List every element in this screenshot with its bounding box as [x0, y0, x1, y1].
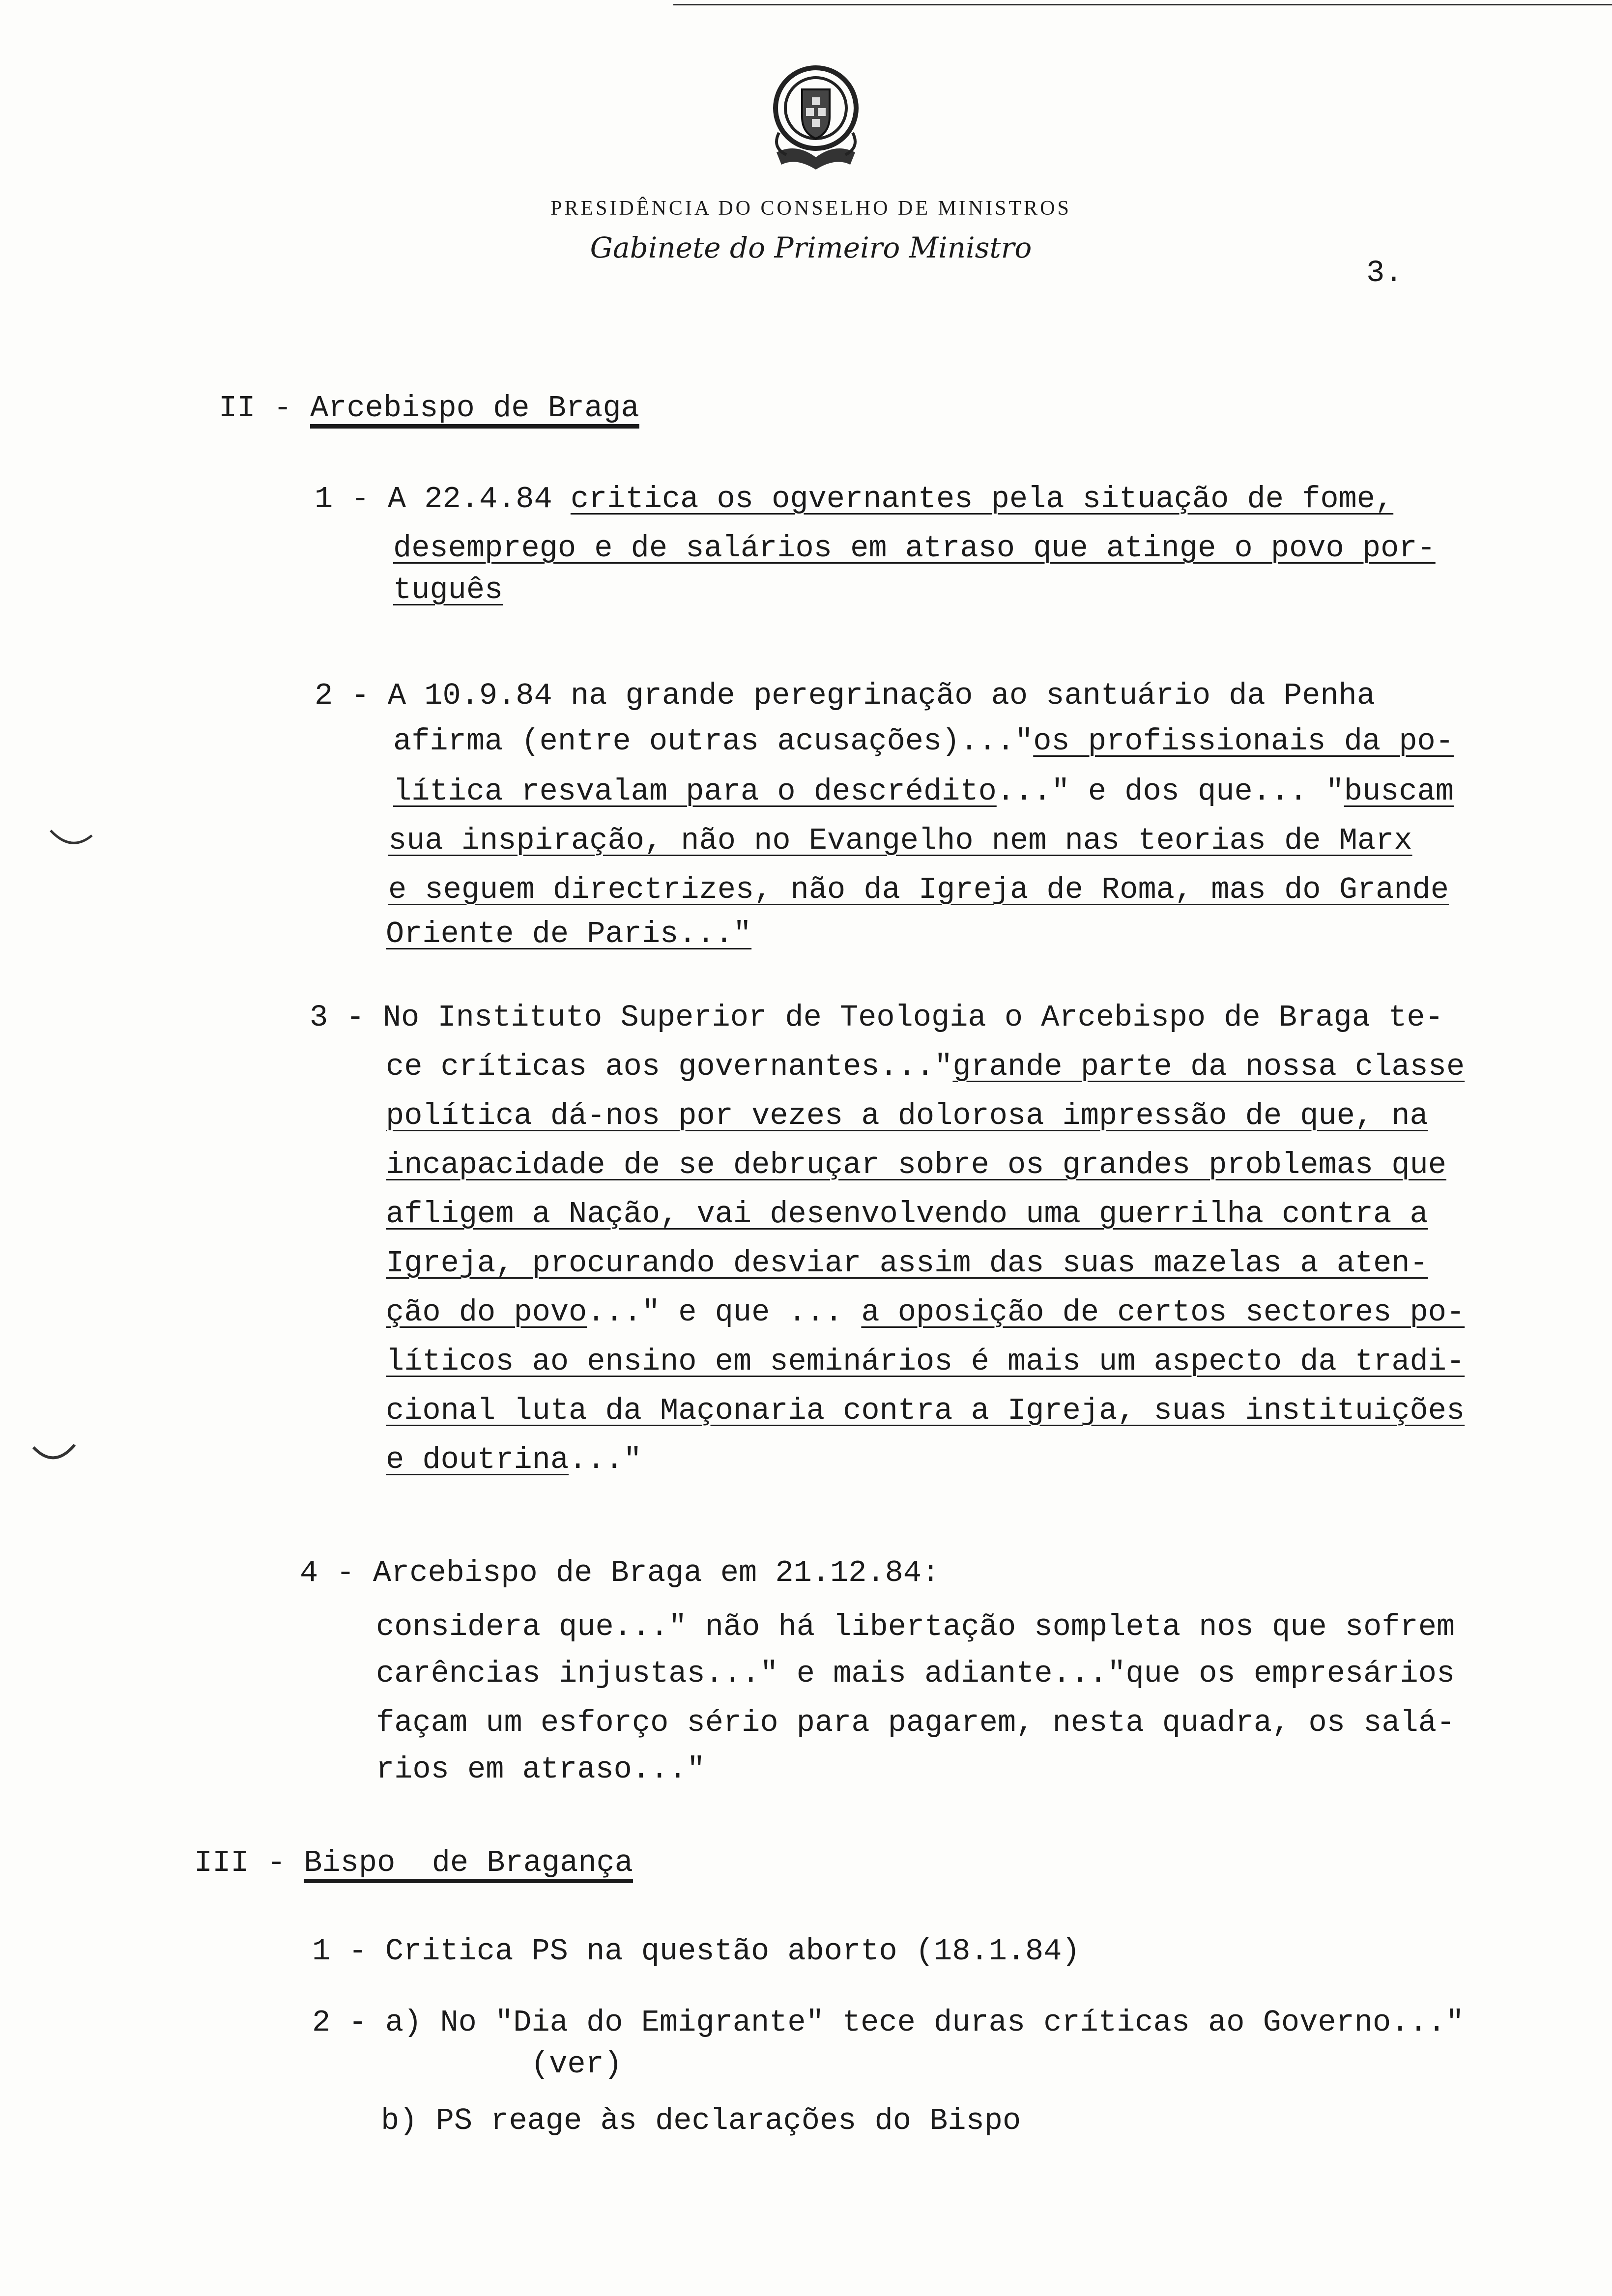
text-line — [312, 1936, 1080, 1967]
underlined-text: ção do povo — [386, 1295, 587, 1330]
office-name: Gabinete do Primeiro Ministro — [590, 231, 1032, 264]
underlined-text: lítica resvalam para o descrédito — [393, 774, 997, 809]
section-title: Arcebispo de Braga — [310, 391, 639, 426]
text-line: líticos ao ensino em seminários é mais um aspecto da tradi- — [386, 1344, 1465, 1379]
text-fragment: a) No "Dia do Emigrante" tece duras críticas ao Governo..." — [385, 2005, 1464, 2040]
section-numeral: II - — [219, 391, 311, 426]
underlined-text: os profissionais da po- — [1033, 724, 1454, 759]
underlined-text: a oposição de certos sectores po- — [861, 1295, 1465, 1330]
text-line: desemprego e de salários em atraso que atinge o povo por- — [393, 531, 1436, 566]
text-line — [310, 1000, 1443, 1035]
text-line — [386, 1297, 1465, 1328]
text-fragment: ..." e que ... — [587, 1295, 862, 1330]
text-line — [315, 484, 1393, 515]
text-fragment: afirma (entre outras acusações)..." — [393, 724, 1034, 759]
text-line — [386, 1442, 642, 1477]
text-line: considera que..." não há libertação sompleta nos que sofrem — [376, 1609, 1455, 1644]
institution-name: PRESIDÊNCIA DO CONSELHO DE MINISTROS — [550, 197, 1071, 220]
text-fragment: ..." e dos que... " — [996, 774, 1344, 809]
underlined-text: buscam — [1344, 774, 1454, 809]
coat-of-arms-icon — [757, 59, 875, 177]
text-fragment: A 10.9.84 na grande peregrinação ao santuário da Penha — [387, 678, 1375, 713]
text-line — [393, 726, 1454, 757]
text-line: política dá-nos por vezes a dolorosa impressão de que, na — [386, 1098, 1428, 1133]
coat-of-arms-emblem — [757, 59, 875, 177]
text-line: b) PS reage às declarações do Bispo — [381, 2103, 1021, 2138]
item-number: 4 - — [300, 1555, 373, 1590]
section-heading — [194, 1845, 633, 1880]
text-line — [386, 1049, 1465, 1084]
underlined-text: grande parte da nossa classe — [952, 1049, 1465, 1084]
text-line: sua inspiração, não no Evangelho nem nas teorias de Marx — [388, 823, 1412, 858]
section-numeral: III - — [194, 1845, 304, 1880]
text-line: incapacidade de se debruçar sobre os grandes problemas que — [386, 1148, 1446, 1182]
top-rule — [673, 4, 1612, 5]
text-line: afligem a Nação, vai desenvolvendo uma guerrilha contra a — [386, 1197, 1428, 1232]
underlined-text: e doutrina — [386, 1442, 569, 1477]
text-line: Oriente de Paris..." — [386, 917, 752, 951]
text-line: Igreja, procurando desviar assim das suas mazelas a aten- — [386, 1246, 1428, 1281]
text-line: carências injustas..." e mais adiante..."que os empresários — [376, 1656, 1455, 1691]
item-number: 2 - — [312, 2005, 385, 2040]
section-heading — [219, 393, 639, 424]
text-fragment: No Instituto Superior de Teologia o Arcebispo de Braga te- — [382, 1000, 1443, 1035]
text-fragment: ..." — [569, 1442, 642, 1477]
page-number: 3. — [1366, 256, 1403, 290]
text-fragment: ce críticas aos governantes..." — [386, 1049, 953, 1084]
text-fragment: A 22.4.84 — [387, 482, 571, 517]
margin-mark — [47, 826, 96, 850]
item-number: 1 - — [315, 482, 388, 517]
text-line: cional luta da Maçonaria contra a Igreja, suas instituições — [386, 1393, 1465, 1428]
text-fragment: Critica PS na questão aborto (18.1.84) — [385, 1934, 1080, 1969]
item-number: 2 - — [315, 678, 388, 713]
item-number: 3 - — [310, 1000, 383, 1035]
text-line: (ver) — [531, 2047, 623, 2082]
text-line: façam um esforço sério para pagarem, nesta quadra, os salá- — [376, 1705, 1455, 1740]
underlined-text: critica os ogvernantes pela situação de fome, — [570, 482, 1394, 517]
text-fragment: Arcebispo de Braga em 21.12.84: — [373, 1555, 940, 1590]
section-title: Bispo de Bragança — [304, 1845, 633, 1880]
text-line: rios em atraso..." — [376, 1752, 705, 1787]
text-line — [393, 776, 1454, 807]
text-line — [312, 2005, 1464, 2040]
item-number: 1 - — [312, 1934, 385, 1969]
text-line — [300, 1555, 940, 1590]
text-line — [315, 678, 1375, 713]
text-line: tuguês — [393, 573, 503, 607]
margin-mark — [29, 1442, 79, 1467]
text-line: e seguem directrizes, não da Igreja de Roma, mas do Grande — [388, 872, 1449, 907]
